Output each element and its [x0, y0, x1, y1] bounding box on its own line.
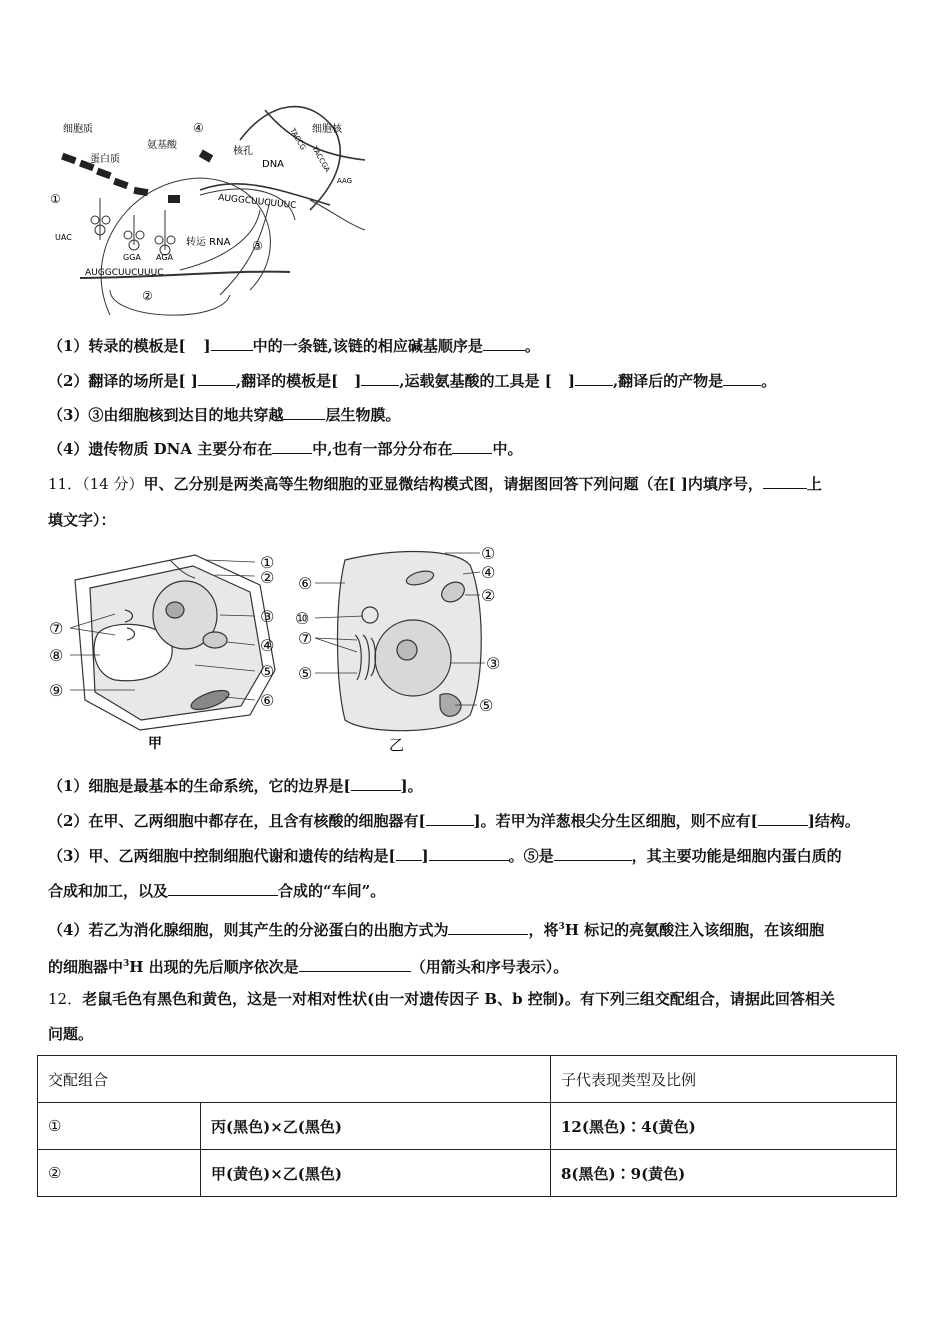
jia-label-2: ②: [260, 568, 275, 587]
q11-header2: [48, 510, 116, 530]
blank[interactable]: [299, 957, 411, 972]
q10-l4-c: 中。: [492, 440, 523, 458]
label-nucleus: 细胞核: [312, 124, 342, 135]
blank[interactable]: [198, 371, 236, 386]
blank[interactable]: [168, 881, 278, 896]
q10-l2-f: ,翻译后的产物是: [612, 372, 724, 390]
q11-tail: 上: [806, 475, 822, 493]
jia-label-4: ④: [260, 636, 275, 655]
blank[interactable]: [575, 371, 613, 386]
yi-caption: 乙: [389, 736, 405, 754]
label-trna: 转运 RNA: [186, 237, 231, 248]
q10-line4: [48, 439, 523, 459]
q11-l3-c: 。⑤是: [508, 847, 554, 865]
q11-header: [48, 474, 822, 494]
translation-diagram: [40, 100, 370, 325]
row-cross: 丙(黑色)×乙(黑色): [201, 1103, 551, 1150]
cross-table: [37, 1055, 897, 1197]
q11-line2: [48, 811, 860, 831]
q11-text2: 填文字）：: [48, 511, 116, 529]
q10-l1-b: ]: [203, 337, 211, 355]
q11-l1-b: ]。: [400, 777, 423, 795]
q10-l3-b: 层生物膜。: [325, 406, 401, 424]
q11-line3: [48, 846, 842, 866]
label-amino-acid: 氨基酸: [147, 140, 177, 151]
jia-label-1: ①: [260, 553, 275, 572]
yi-label-5b: ⑤: [479, 696, 494, 715]
mitochondrion: [203, 632, 227, 648]
table-row: [38, 1103, 897, 1150]
blank[interactable]: [758, 811, 808, 826]
q10-l2-b: ,翻译的模板是[: [235, 372, 339, 390]
row-id: ②: [38, 1150, 201, 1197]
q12-number: 12．: [48, 990, 83, 1008]
blank[interactable]: [483, 336, 525, 351]
plant-cell: [75, 555, 275, 730]
jia-label-6: ⑥: [260, 691, 275, 710]
table-row: [38, 1150, 897, 1197]
blank[interactable]: [361, 371, 399, 386]
q10-l2-e: ]: [567, 372, 575, 390]
row-cross: 甲(黄色)×乙(黑色): [201, 1150, 551, 1197]
q11-l4-c: H 标记的亮氨酸注入该细胞，在该细胞: [564, 921, 825, 939]
yi-label-10: ⑩: [295, 609, 310, 628]
label-n3: ③: [252, 239, 263, 253]
blank[interactable]: [211, 336, 253, 351]
q11-l2-b: ]。若甲为洋葱根尖分生区细胞，则不应有[: [473, 812, 758, 830]
row-result: 8(黑色)∶9(黄色): [551, 1150, 897, 1197]
label-gga: GGA: [123, 253, 141, 262]
yi-label-7: ⑦: [298, 629, 313, 648]
q11-l3-b: ]: [421, 847, 429, 865]
blank[interactable]: [396, 846, 422, 861]
q11-l4-a: （4）若乙为消化腺细胞，则其产生的分泌蛋白的出胞方式为: [48, 921, 449, 939]
table-header-row: [38, 1056, 897, 1103]
blank[interactable]: [283, 405, 325, 420]
q11-line3b: [48, 881, 385, 901]
q10-l1-a: （1）转录的模板是[: [48, 337, 186, 355]
yi-label-2: ②: [481, 586, 496, 605]
q10-line1: [48, 336, 540, 356]
jia-label-9: ⑨: [49, 681, 64, 700]
label-n4: ④: [193, 121, 204, 135]
blank[interactable]: [452, 439, 492, 454]
blank[interactable]: [272, 439, 312, 454]
q10-l2-a: （2）翻译的场所是[ ]: [48, 372, 198, 390]
label-aga: AGA: [156, 253, 174, 262]
jia-label-3: ③: [260, 607, 275, 626]
blank[interactable]: [763, 474, 807, 489]
q11-l3-d: ，其主要功能是细胞内蛋白质的: [631, 847, 842, 865]
q10-l2-d: ,运载氨基酸的工具是 [: [399, 372, 552, 390]
label-cytoplasm: 细胞质: [63, 124, 93, 135]
q11-line4: [48, 917, 824, 940]
label-dna-mid: TACCGA: [310, 145, 332, 174]
q11-text: 甲、乙分别是两类高等生物细胞的亚显微结构模式图，请据图回答下列问题（在[ ]内填序号，: [143, 475, 763, 493]
superscript-3: 3: [558, 922, 565, 932]
label-dna-low: AAG: [337, 177, 353, 185]
jia-caption: 甲: [148, 736, 162, 752]
q11-line4b: [48, 954, 568, 977]
q11-l4-b: ，将: [528, 921, 559, 939]
label-uac: UAC: [55, 233, 72, 242]
q11-l3b-a: 合成和加工，以及: [48, 882, 169, 900]
q12-text2: 问题。: [48, 1025, 94, 1043]
header-cross: 交配组合: [38, 1056, 551, 1103]
blank[interactable]: [426, 811, 474, 826]
q11-l3-a: （3）甲、乙两细胞中控制细胞代谢和遗传的结构是[: [48, 847, 396, 865]
q11-l4b-a: 的细胞器中: [48, 958, 124, 976]
q12-header: [48, 989, 835, 1009]
q12-header2: [48, 1024, 93, 1044]
q11-line1: [48, 776, 423, 796]
q10-l1-d: 。: [524, 337, 540, 355]
q10-l2-c: ]: [354, 372, 362, 390]
yi-label-4: ④: [481, 563, 496, 582]
q10-l4-b: 中,也有一部分分布在: [312, 440, 453, 458]
q11-number: 11．: [48, 475, 83, 493]
blank[interactable]: [723, 371, 761, 386]
q11-l1-a: （1）细胞是最基本的生命系统，它的边界是[: [48, 777, 351, 795]
label-dna: DNA: [262, 159, 285, 170]
label-dna-top: TACCG: [288, 127, 308, 152]
q10-line2: [48, 371, 776, 391]
blank[interactable]: [448, 920, 528, 935]
q10-l2-g: 。: [761, 372, 777, 390]
cell-diagrams: [45, 540, 515, 755]
q11-score: （14 分）: [82, 475, 144, 493]
label-n2: ②: [142, 289, 153, 303]
blank[interactable]: [429, 846, 509, 861]
superscript-3: 3: [123, 959, 130, 969]
q11-l3b-b: 合成的“车间”。: [278, 882, 386, 900]
q11-l2-a: （2）在甲、乙两细胞中都存在，且含有核酸的细胞器有[: [48, 812, 426, 830]
row-result: 12(黑色)∶4(黄色): [551, 1103, 897, 1150]
q10-l3-a: （3）③由细胞核到达目的地共穿越: [48, 406, 284, 424]
q11-l4b-b: H 出现的先后顺序依次是: [129, 958, 299, 976]
label-n1: ①: [50, 192, 61, 206]
animal-cell: [338, 552, 482, 731]
row-id: ①: [38, 1103, 201, 1150]
label-mrna-nuc: AUGGCUUCUUUC: [217, 193, 297, 212]
q11-l2-c: ]结构。: [807, 812, 860, 830]
header-result: 子代表现类型及比例: [551, 1056, 897, 1103]
q12-text1: 老鼠毛色有黑色和黄色，这是一对相对性状(由一对遗传因子 B、b 控制)。有下列三组交配组合，请据此回答相关: [82, 990, 835, 1008]
label-mrna-cyto: AUGGCUUCUUUC: [85, 268, 164, 278]
yi-label-6: ⑥: [298, 574, 313, 593]
yi-label-3: ③: [486, 654, 501, 673]
q10-l1-c: 中的一条链,该链的相应碱基顺序是: [252, 337, 483, 355]
ribosome: [110, 290, 230, 315]
q11-l4b-c: （用箭头和序号表示）。: [410, 958, 569, 976]
label-protein: 蛋白质: [90, 154, 120, 165]
yi-label-1: ①: [481, 544, 496, 563]
blank[interactable]: [351, 776, 401, 791]
q10-l4-a: （4）遗传物质 DNA 主要分布在: [48, 440, 273, 458]
label-nuclear-pore: 核孔: [233, 146, 253, 157]
blank[interactable]: [554, 846, 632, 861]
q10-line3: [48, 405, 400, 425]
jia-label-8: ⑧: [49, 646, 64, 665]
jia-label-5: ⑤: [260, 662, 275, 681]
jia-label-7: ⑦: [49, 619, 64, 638]
yi-label-5a: ⑤: [298, 664, 313, 683]
